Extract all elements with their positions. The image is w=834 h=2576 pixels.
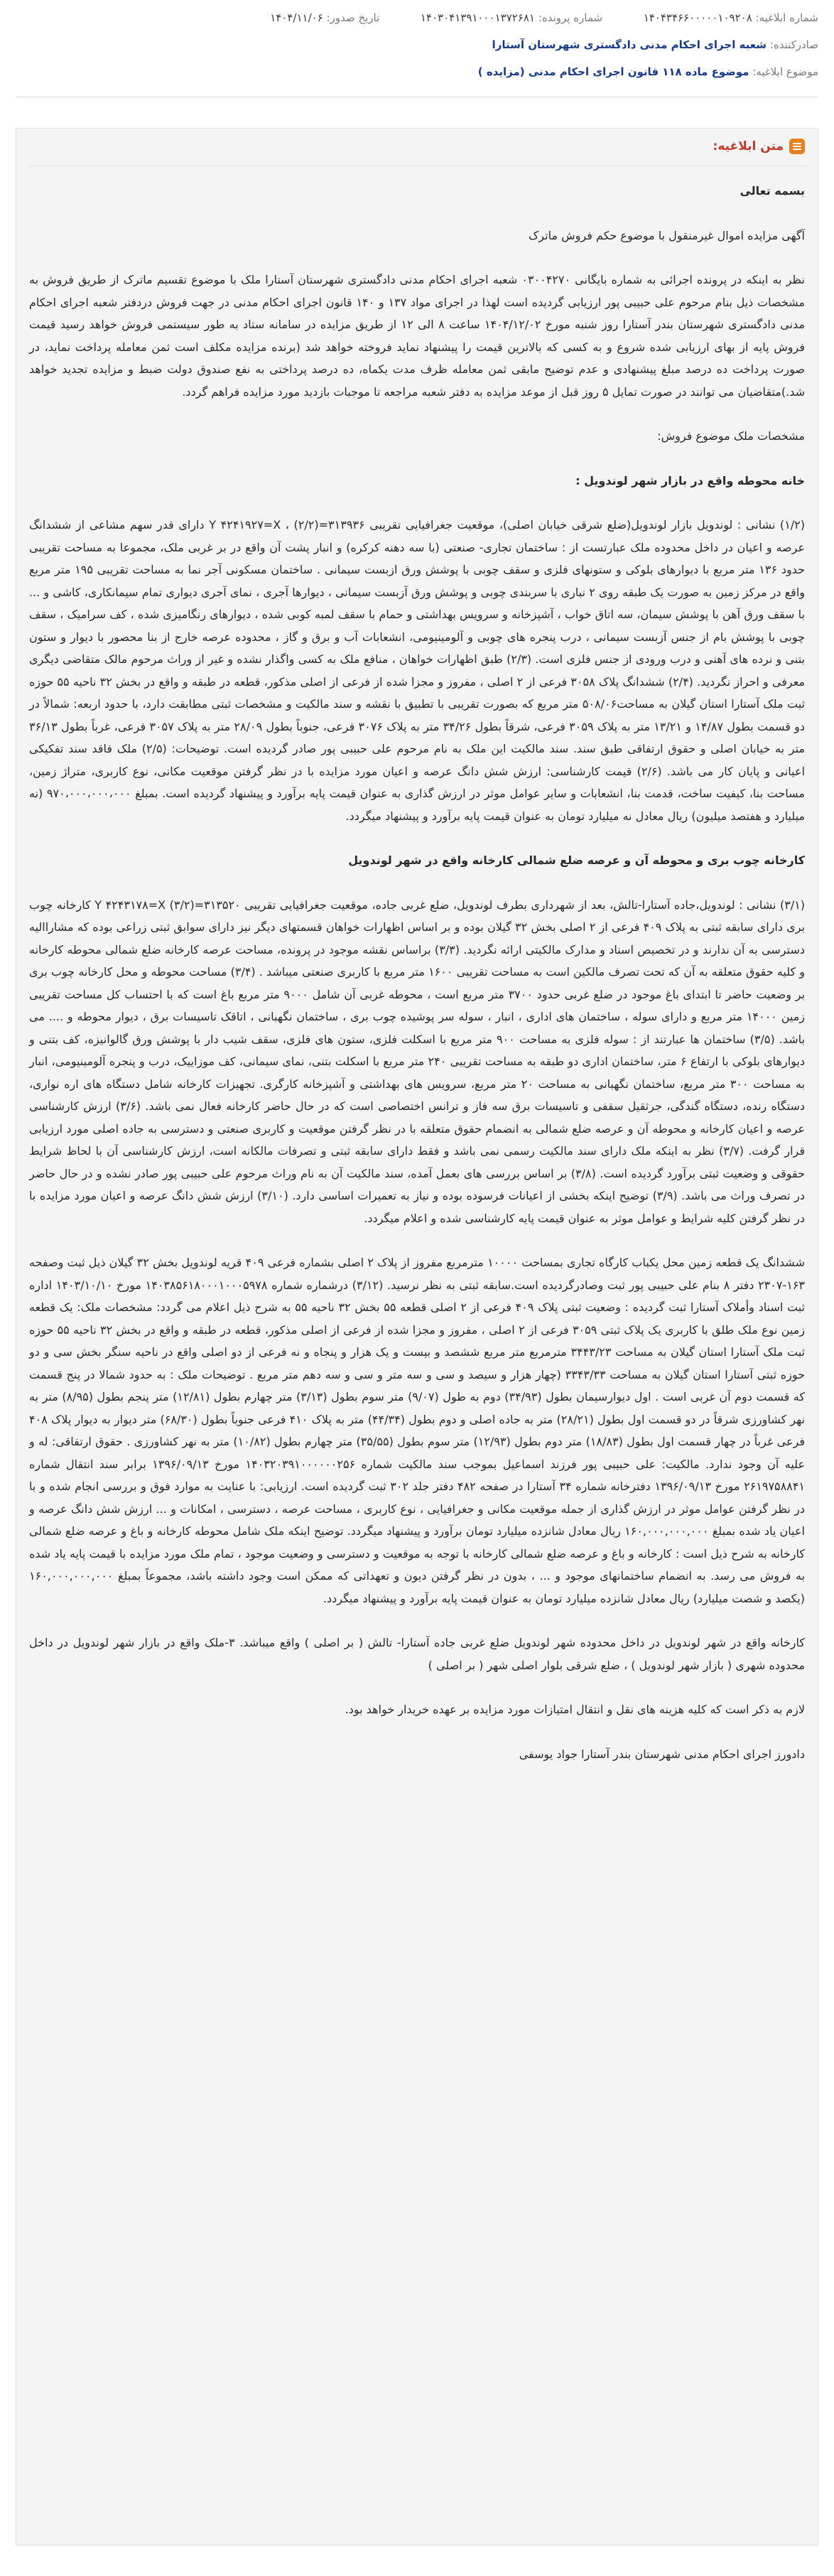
document-icon [789,139,805,154]
notice-no-label: شماره ابلاغیه: [755,11,818,24]
notice-text-section [16,128,818,2545]
subject: موضوع ماده ۱۱۸ قانون اجرای احکام مدنی (مزایده ) [477,65,749,78]
file-no-label: شماره پرونده: [538,11,603,24]
header-row-ids [16,10,818,26]
salutation: بسمه تعالی [740,184,805,198]
signature: دادورز اجرای احکام مدنی شهرستان بندر آستارا جواد یوسفی [519,1747,805,1761]
subject-label: موضوع ابلاغیه: [752,65,818,78]
land-paragraph: ششدانگ یک قطعه زمین محل یکباب کارگاه تجاری بمساحت ۱۰۰۰۰ مترمربع مفروز از پلاک ۲ اصلی بشماره فرعی ۴۰۹ قریه لوندویل بخش ۳۲ گیلان ذیل ثبت وصفحه ۱۶۳-۲۳۰۷ دفتر ۸ بنام علی حبیبی پور ثبت وصادرگردیده است.سابقه ثبتی به نظر نرسید. (۳/۱۲) درشماره شماره ۱۴۰۳۸۵۶۱۸۰۰۰۱۰۰۰۵۹۷۸ مورخ ۱۴۰۳/۱۰/۱۰ اداره ثبت اسناد وأملاک آستارا ثبت گردیده : وضعیت ثبتی پلاک ۴۰۹ فرعی از ۲ اصلی قطعه ۵۵ بخش ۳۲ ناحیه ۵۵ به شرح ذیل اعلام می گردد: مشخصات ملک: یک قطعه زمین نوع ملک طلق با کاربری یک پلاک ثبتی ۳۰۵۹ فرعی از ۲ اصلی ، مفروز و مجزا شده از فرعی از اصلی مذکور، قطعه در طبقه و واقع در بخش ۳۲ ناحیه ۵۵ حوزه ثبت ملک آستارا استان گیلان به مساحت ۳۴۴۳/۲۳ مترمربع متر مربع ششصد و بیست و یک هزار و پنجاه و نه فرعی از دو اصلی واقع در ناحیه سنگر بخش سی و دو حوزه ثبتی آستارا استان گیلان به مساحت ۳۳۴۳/۳۳ (چهار هزار و سیصد و سی و سه متر و سی و سه دهم متر مربع . توضیحات ملک : به حدود شمالا در پنج قسمت که قسمت دوم آن غربی است . اول دیوارسیمان بطول (۳۴/۹۳) دوم به طول (۹/۰۷) متر سوم بطول (۳/۱۳) متر چهارم بطول (۱۲/۸۱) متر پنجم بطول (۸/۹۵) متر به نهر کشاورزی شرقاً در دو قسمت اول بطول (۲۸/۲۱) متر به جاده اصلی و دوم بطول (۴۴/۳۴) متر به پلاک ۴۱۰ فرعی جنوباً بطول (۶۸/۳۰) متر دیوار به دیوار پلاک ۴۰۸ فرعی غرباً در چهار قسمت اول بطول (۱۸/۸۳) متر دوم بطول (۱۲/۹۳) متر سوم بطول (۳۵/۵۵) متر چهارم بطول (۱۰/۸۲) متر به نهر کشاورزی . حقوق ارتفاقی: له و علیه آن وجود ندارد. مالکیت: علی حبیبی پور فرزند اسماعیل بموجب سند مالکیت شماره ۱۴۰۳۲۰۳۹۱۰۰۰۰۰۰۲۵۶ مورخ ۱۳۹۶/۰۹/۱۳ برابر سند انتقال شماره ۲۶۱۹۷۵۸۸۴۱ مورخ ۱۳۹۶/۰۹/۱۳ دفترخانه شماره ۳۴ آستارا در صفحه ۴۸۲ دفتر جلد ۳۰۲ ثبت گردیده است. ارزیابی: با عنایت به موارد فوق و بررسی انجام شده و با در نظر گرفتن عوامل موثر در ارزش گذاری از جمله موقعیت مکانی و جغرافیایی ، نوع کاربری ، مساحت عرصه ، دسترسی ، امکانات و ... ارزش شش دانگ عرصه و اعیان یاد شده بمبلغ ۱۶۰,۰۰۰,۰۰۰,۰۰۰ ریال معادل شانزده میلیارد تومان برآورد و پیشنهاد میگردد. توضیح اینکه ملک شامل محوطه کارخانه و باغ و عرصه ضلع شمالی کارخانه به شرح ذیل است : کارخانه و باغ و عرصه ضلع شمالی کارخانه با توجه به موقعیت و دسترسی و وضعیت موجود ، تمام ملک مورد مزایده با قیمت پایه یاد شده به فروش می رسد. به انضمام ساختمانهای موجود و ... ، بدون در نظر گرفتن دیون و تعهداتی که ممکن است وجود داشته باشد، مجموعاً بمبلغ ۱۶۰,۰۰۰,۰۰۰,۰۰۰ (یکصد و شصت میلیارد) ریال معادل شانزده میلیارد تومان به عنوان قیمت پایه برآورد و پیشنهاد میگردد. [29,1256,806,1605]
notice-no: ۱۴۰۴۳۴۶۶۰۰۰۰۰۱۰۹۲۰۸ [643,11,752,24]
ad-title: آگهی مزایده اموال غیرمنقول با موضوع حکم فروش ماترک [528,228,805,242]
house-title: خانه محوطه واقع در بازار شهر لوندویل : [575,473,805,487]
spec-title: مشخصات ملک موضوع فروش: [657,429,805,443]
notice-body [29,180,805,1787]
house-paragraph: (۱/۲) نشانی : لوندویل بازار لوندویل(ضلع شرقی خیابان اصلی)، موقعیت جغرافیایی تقریبی ۳۱۳۹۳۶=Y ۴۲۴۱۹۲۷=X ، (۲/۲) دارای قدر سهم مشاعی از ششدانگ عرصه و اعیان در داخل محدوده ملک عبارتست از : ساختمان تجاری- صنعتی (با سه دهنه کرکره) و انبار پشت آن واقع در بر غربی ملک، مجموعا به مساحت تقریبی حدود ۱۳۶ متر مربع با دیوارهای بلوکی و ستونهای فلزی و سقف چوبی با پوشش ورق ازبست سیمانی . ساختمان مسکونی آجر نما به مساحت تقریبی ۱۹۵ متر مربع واقع در مرکز زمین به صورت یک طبقه روی ۲ نباری با سربندی چوبی و پوشش ورق آزبست سیمانی ، دیوارها آجری ، نمای آجری دیواری تمام سیمانکاری، کاشی و ... با سقف ورق آهن با پوشش سیمان، سه اتاق خواب ، آشپزخانه و سرویس بهداشتی و حمام با سقف لمبه کوبی شده ، دیوارهای رنگامیزی شده ، کف سرامیک ، سقف چوبی با پوشش بام از جنس آزبست سیمانی ، درب پنجره های چوبی و آلومینیومی، انشعابات آب و برق و گاز ، محدوده عرصه خارج از بنا محصور با دیوار و ستون بتنی و نرده های آهنی و درب ورودی از جنس فلزی است. (۲/۳) طبق اظهارات خواهان ، منافع ملک به کسی واگذار نشده و غیر از وراث مرحوم مالک متقاضی دیگری معرفی و احراز نگردید. (۲/۴) ششدانگ پلاک ۳۰۵۸ فرعی از ۲ اصلی ، مفروز و مجزا شده از فرعی از اصلی مذکور، قطعه در طبقه و واقع در بخش ۳۲ ناحیه ۵۵ حوزه ثبت ملک آستارا استان گیلان به مساحت۵۰۸/۰۶ متر مربع که بصورت تقریبی با تطبیق با نقشه و سند مالکیت و مشخصات ثبتی مطابقت دارد، با حدود اربعه: شمالاً در دو قسمت بطول ۱۴/۸۷ و ۱۳/۲۱ متر به پلاک ۳۰۵۹ فرعی، شرقاً بطول ۳۴/۲۶ متر به پلاک ۳۰۷۶ فرعی، جنوباً بطول ۲۸/۰۹ متر به پلاک ۳۰۵۷ فرعی، غرباً بطول ۳۶/۱۳ متر به خیابان اصلی و حقوق ارتفاقی طبق سند. سند مالکیت این ملک به نام مرحوم علی حبیبی پور صادر گردیده است. توضیحات: (۲/۵) ملک فاقد سند تفکیکی اعیانی و پایان کار می باشد. (۲/۶) قیمت کارشناسی: ارزش شش دانگ عرصه و اعیان مورد مزایده با در نظر گرفتن موقعیت مکانی، نوع کاربری، متراژ زمین، مساحت بنا، کیفیت ساخت، قدمت بنا، انشعابات و سایر عوامل موثر در ارزش گذاری به عنوان قیمت پایه برآورد و پیشنهاد گردیده است. بمبلغ ۹۷۰،۰۰۰،۰۰۰،۰۰۰ (نه میلیارد و هفتصد میلیون) ریال معادل نه میلیارد تومان به عنوان قیمت پایه برآورد و پیشنهاد میگردد. [29,518,806,823]
issuer-label: صادرکننده: [769,38,818,51]
notice-header [0,0,834,114]
section-title [713,139,805,154]
file-no: ۱۴۰۳۰۴۱۳۹۱۰۰۰۱۳۷۲۶۸۱ [420,11,535,24]
section-title-text: متن ابلاغیه: [713,139,784,153]
issue-date: ۱۴۰۴/۱۱/۰۶ [270,11,323,24]
header-row-issuer [16,37,818,53]
workshop-title: کارخانه چوب بری و محوطه آن و عرصه ضلع شمالی کارخانه واقع در شهر لوندویل [348,853,805,867]
workshop-paragraph: (۳/۱) نشانی : لوندویل،جاده آستارا-تالش، بعد از شهرداری بطرف لوندویل، ضلع غربی جاده، موقعیت جغرافیایی تقریبی ۳۱۳۵۲۰=Y ۴۲۴۳۱۷۸=X (۳/۲) کارخانه چوب بری دارای سابقه ثبتی به پلاک ۴۰۹ فرعی از ۲ اصلی بخش ۳۲ گیلان بوده و بر اساس اظهارات خواهان قسمتهای دیگر نیز دارای سوابق ثبتی زراعی بوده که مشاراالیه دسترسی به آن ندارند و در تخصیص اسناد و مدارک مالکیتی ارائه نگردید. (۳/۳) براساس نقشه موجود در پرونده، مساحت عرصه کارخانه ضلع شمالی محوطه کارخانه و کلیه حقوق متعلقه به آن که تحت تصرف مالکین است به مساحت تقریبی ۱۶۰۰ متر مربع با کاربری صنعتی میباشد . (۳/۴) مساحت محوطه و محل کارخانه چوب بری بر وضعیت حاضر تا ابتدای باغ موجود در ضلع غربی حدود ۳۷۰۰ متر مربع است ، محوطه غربی آن شامل ۹۰۰۰ متر مربع باغ است که با احتساب کل مساحت تقریبی زمین ۱۴۰۰۰ متر مربع و دارای سوله ، ساختمان های اداری ، انبار ، سوله سر پوشیده چوب بری ، ساختمان نگهبانی ، اتاقک تاسیسات برق ، دیوار محوطه و .... می باشد. (۳/۵) ساختمان ها عبارتند از : سوله فلزی به مساحت ۹۰۰ متر مربع با اسکلت فلزی، ستون های فلزی، سقف شیب دار با پوشش ورق گالوانیزه، کف بتنی و دیوارهای بلوکی با ارتفاع ۶ متر، ساختمان اداری دو طبقه به مساحت تقریبی ۲۴۰ متر مربع با اسکلت بتنی، نمای سیمانی، کف موزاییک، درب و پنجره آلومینیومی، انبار به مساحت ۳۰۰ متر مربع، ساختمان نگهبانی به مساحت ۲۰ متر مربع، سرویس های بهداشتی و آشپزخانه کارگری. تجهیزات کارخانه شامل دستگاه های اره نواری، دستگاه رنده، دستگاه گندگی، جرثقیل سقفی و تاسیسات برق سه فاز و ترانس اختصاصی است که در حال حاضر کارخانه فعال نمی باشد. (۳/۶) ارزش کارشناسی عرصه و اعیان کارخانه و محوطه آن و عرصه ضلع شمالی به انضمام حقوق متعلقه با در نظر گرفتن موقعیت و کاربری صنعتی و دسترسی به جاده اصلی مورد ارزیابی قرار گرفت. (۳/۷) نظر به اینکه ملک دارای سند مالکیت رسمی نمی باشد و فقط دارای سابقه ثبتی و تصرفات مالکانه است، ارزش کارشناسی آن با لحاظ شرایط حقوقی و وضعیت ثبتی برآورد گردیده است. (۳/۸) بر اساس بررسی های بعمل آمده، سند مالکیت آن به نام وراث مرحوم علی حبیبی پور صادر نشده و در حال حاضر در تصرف وراث می باشد. (۳/۹) توضیح اینکه بخشی از اعیانات فرسوده بوده و نیاز به تعمیرات اساسی دارد. (۳/۱۰) ارزش شش دانگ عرصه و اعیان مورد مزایده با در نظر گرفتن کلیه شرایط و عوامل موثر به عنوان قیمت پایه کارشناسی شده و اعلام میگردد. [29,898,806,1225]
closing-paragraph-1: کارخانه واقع در شهر لوندویل در داخل محدوده شهر لوندویل ضلع غربی جاده آستارا- تالش ( بر اصلی ) واقع میباشد. ۳-ملک واقع در بازار شهر لوندویل در داخل محدوده شهری ( بازار شهر لوندویل ) ، ضلع شرقی بلوار اصلی شهر ( بر اصلی ) [29,1636,805,1672]
closing-paragraph-2: لازم به ذکر است که کلیه هزینه های نقل و انتقال امتیازات مورد مزایده بر عهده خریدار خواهد بود. [345,1703,805,1716]
intro-paragraph: نظر به اینکه در پرونده اجرائی به شماره بایگانی ۰۳۰۰۴۲۷۰ شعبه اجرای احکام مدنی دادگستری شهرستان آستارا ملک با موضوع تقسیم ماترک از طریق فروش به مشخصات ذیل بنام مرحوم علی حبیبی پور ارزیابی گردیده است لهذا در اجرای مواد ۱۳۷ و ۱۴۰ قانون اجرای احکام مدنی در جهت فروش دردفتر شعبه اجرای احکام مدنی دادگستری شهرستان بندر آستارا روز شنبه مورخ ۱۴۰۴/۱۲/۰۲ ساعت ۸ الی ۱۲ از طریق مزایده در سامانه ستاد به طور سیستمی فروش خواهد رسید قیمت فروش پایه از بهای ارزیابی شده شروع و به کسی که بالاترین قیمت را پیشنهاد نماید فروخته خواهد شد (برنده مزایده مکلف است ثمن معامله پرداخت نماید، در صورت پرداخت ده درصد مبلغ پیشنهادی و عدم توضیح مابقی ثمن معامله ظرف مدت یکماه، ده درصد پرداختی به نفع صندوق دولت ضبط و مزایده تجدید خواهد شد.)متقاضیان می توانند در صورت تمایل ۵ روز قبل از موعد مزایده به دفتر شعبه مراجعه تا موجبات بازدید مورد مزایده فراهم گردد. [29,273,806,399]
issuer: شعبه اجرای احکام مدنی دادگستری شهرستان آستارا [492,38,767,51]
header-row-subject [16,64,818,80]
date-label: تاریخ صدور: [326,11,380,24]
